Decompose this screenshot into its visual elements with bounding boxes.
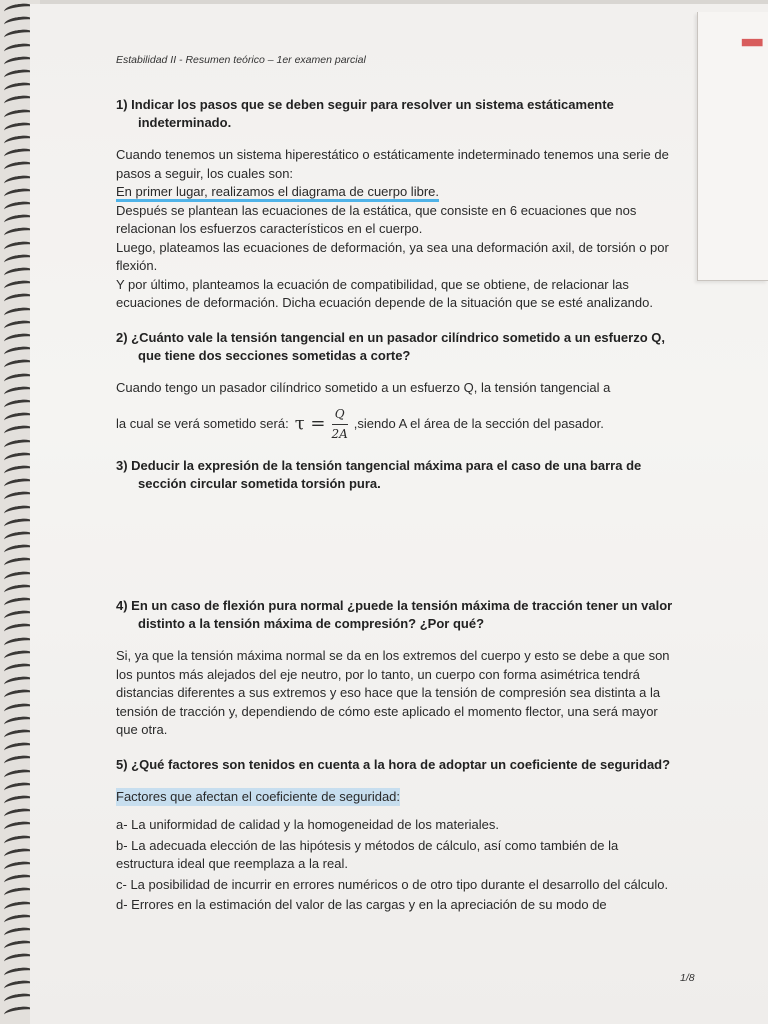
- fraction-denominator: 2A: [331, 426, 348, 441]
- answer-5: [116, 788, 676, 915]
- formula-intro: la cual se verá sometido será:: [116, 415, 289, 431]
- answer-1-line: En primer lugar, realizamos el diagrama de cuerpo libre.: [116, 184, 439, 199]
- notebook-page: [30, 4, 768, 1024]
- factor-item: c- La posibilidad de incurrir en errores numéricos o de otro tipo durante el desarrollo del cálculo.: [116, 876, 669, 892]
- formula-line: [116, 405, 676, 443]
- answer-2-line: Cuando tengo un pasador cilíndrico sometido a un esfuerzo Q, la tensión tangencial a: [116, 379, 611, 395]
- question-3: 3) Deducir la expresión de la tensión tangencial máxima para el caso de una barra de sección circular sometida torsión pura.: [116, 458, 642, 491]
- answer-1-line: Y por último, planteamos la ecuación de compatibilidad, que se obtiene, de relacionar las ecuaciones de deformación. Dicha ecuación depende de la situación que se esté analizando.: [116, 276, 653, 310]
- answer-1: [116, 146, 676, 313]
- factor-item: a- La uniformidad de calidad y la homogeneidad de los materiales.: [116, 817, 500, 832]
- answer-1-line: Luego, plateamos las ecuaciones de deformación, ya sea una deformación axil, de torsión o por flexión.: [116, 239, 669, 273]
- document-content: [116, 54, 676, 917]
- tab-mark: ❚: [742, 34, 765, 51]
- blank-space: [116, 507, 676, 585]
- answer-4: [116, 647, 676, 740]
- factor-item: b- La adecuada elección de las hipótesis y métodos de cálculo, así como también de la estructura ideal que reemplaza a la real.: [116, 837, 619, 871]
- question-4: 4) En un caso de flexión pura normal ¿puede la tensión máxima de tracción tener un valor distinto a la tensión máxima de compresión? ¿Por qué?: [116, 598, 673, 631]
- page-header: Estabilidad II - Resumen teórico – 1er examen parcial: [116, 54, 366, 66]
- question-2: 2) ¿Cuánto vale la tensión tangencial en un pasador cilíndrico sometido a un esfuerzo Q, que tiene dos secciones sometidas a corte?: [116, 329, 665, 363]
- answer-1-line: Después se plantean las ecuaciones de la estática, que consiste en 6 ecuaciones que nos relacionan los esfuerzos característicos en el cuerpo.: [116, 202, 637, 236]
- answer-1-line: Cuando tenemos un sistema hiperestático o estáticamente indeterminado tenemos una serie de pasos a seguir, los cuales son:: [116, 147, 669, 181]
- formula-explanation: ,siendo A el área de la sección del pasador.: [353, 415, 604, 431]
- page-number: 1/8: [680, 972, 695, 984]
- fraction-numerator: Q: [332, 405, 348, 425]
- factors-subtitle: Factores que afectan el coeficiente de seguridad:: [116, 788, 400, 807]
- question-1: 1) Indicar los pasos que se deben seguir para resolver un sistema estáticamente indeterminado.: [116, 97, 614, 130]
- tau-symbol: τ =: [294, 412, 326, 434]
- question-5: 5) ¿Qué factores son tenidos en cuenta a la hora de adoptar un coeficiente de seguridad?: [116, 756, 671, 772]
- factor-item: d- Errores en la estimación del valor de las cargas y en la apreciación de su modo de: [116, 897, 607, 912]
- answer-4-text: Si, ya que la tensión máxima normal se da en los extremos del cuerpo y esto se debe a que son los puntos más alejados del eje neutro, por lo tanto, un cuerpo con forma asimétrica tendrá distancias diferentes a sus extremos y eso hace que la tensión de compresión sea distinta a la tensión de tracción y, dependiendo de cómo este aplicado el momento flector, una será mayor que otra.: [116, 648, 670, 737]
- page-tab: [697, 12, 768, 281]
- answer-2: [116, 379, 676, 444]
- fraction: [331, 405, 347, 443]
